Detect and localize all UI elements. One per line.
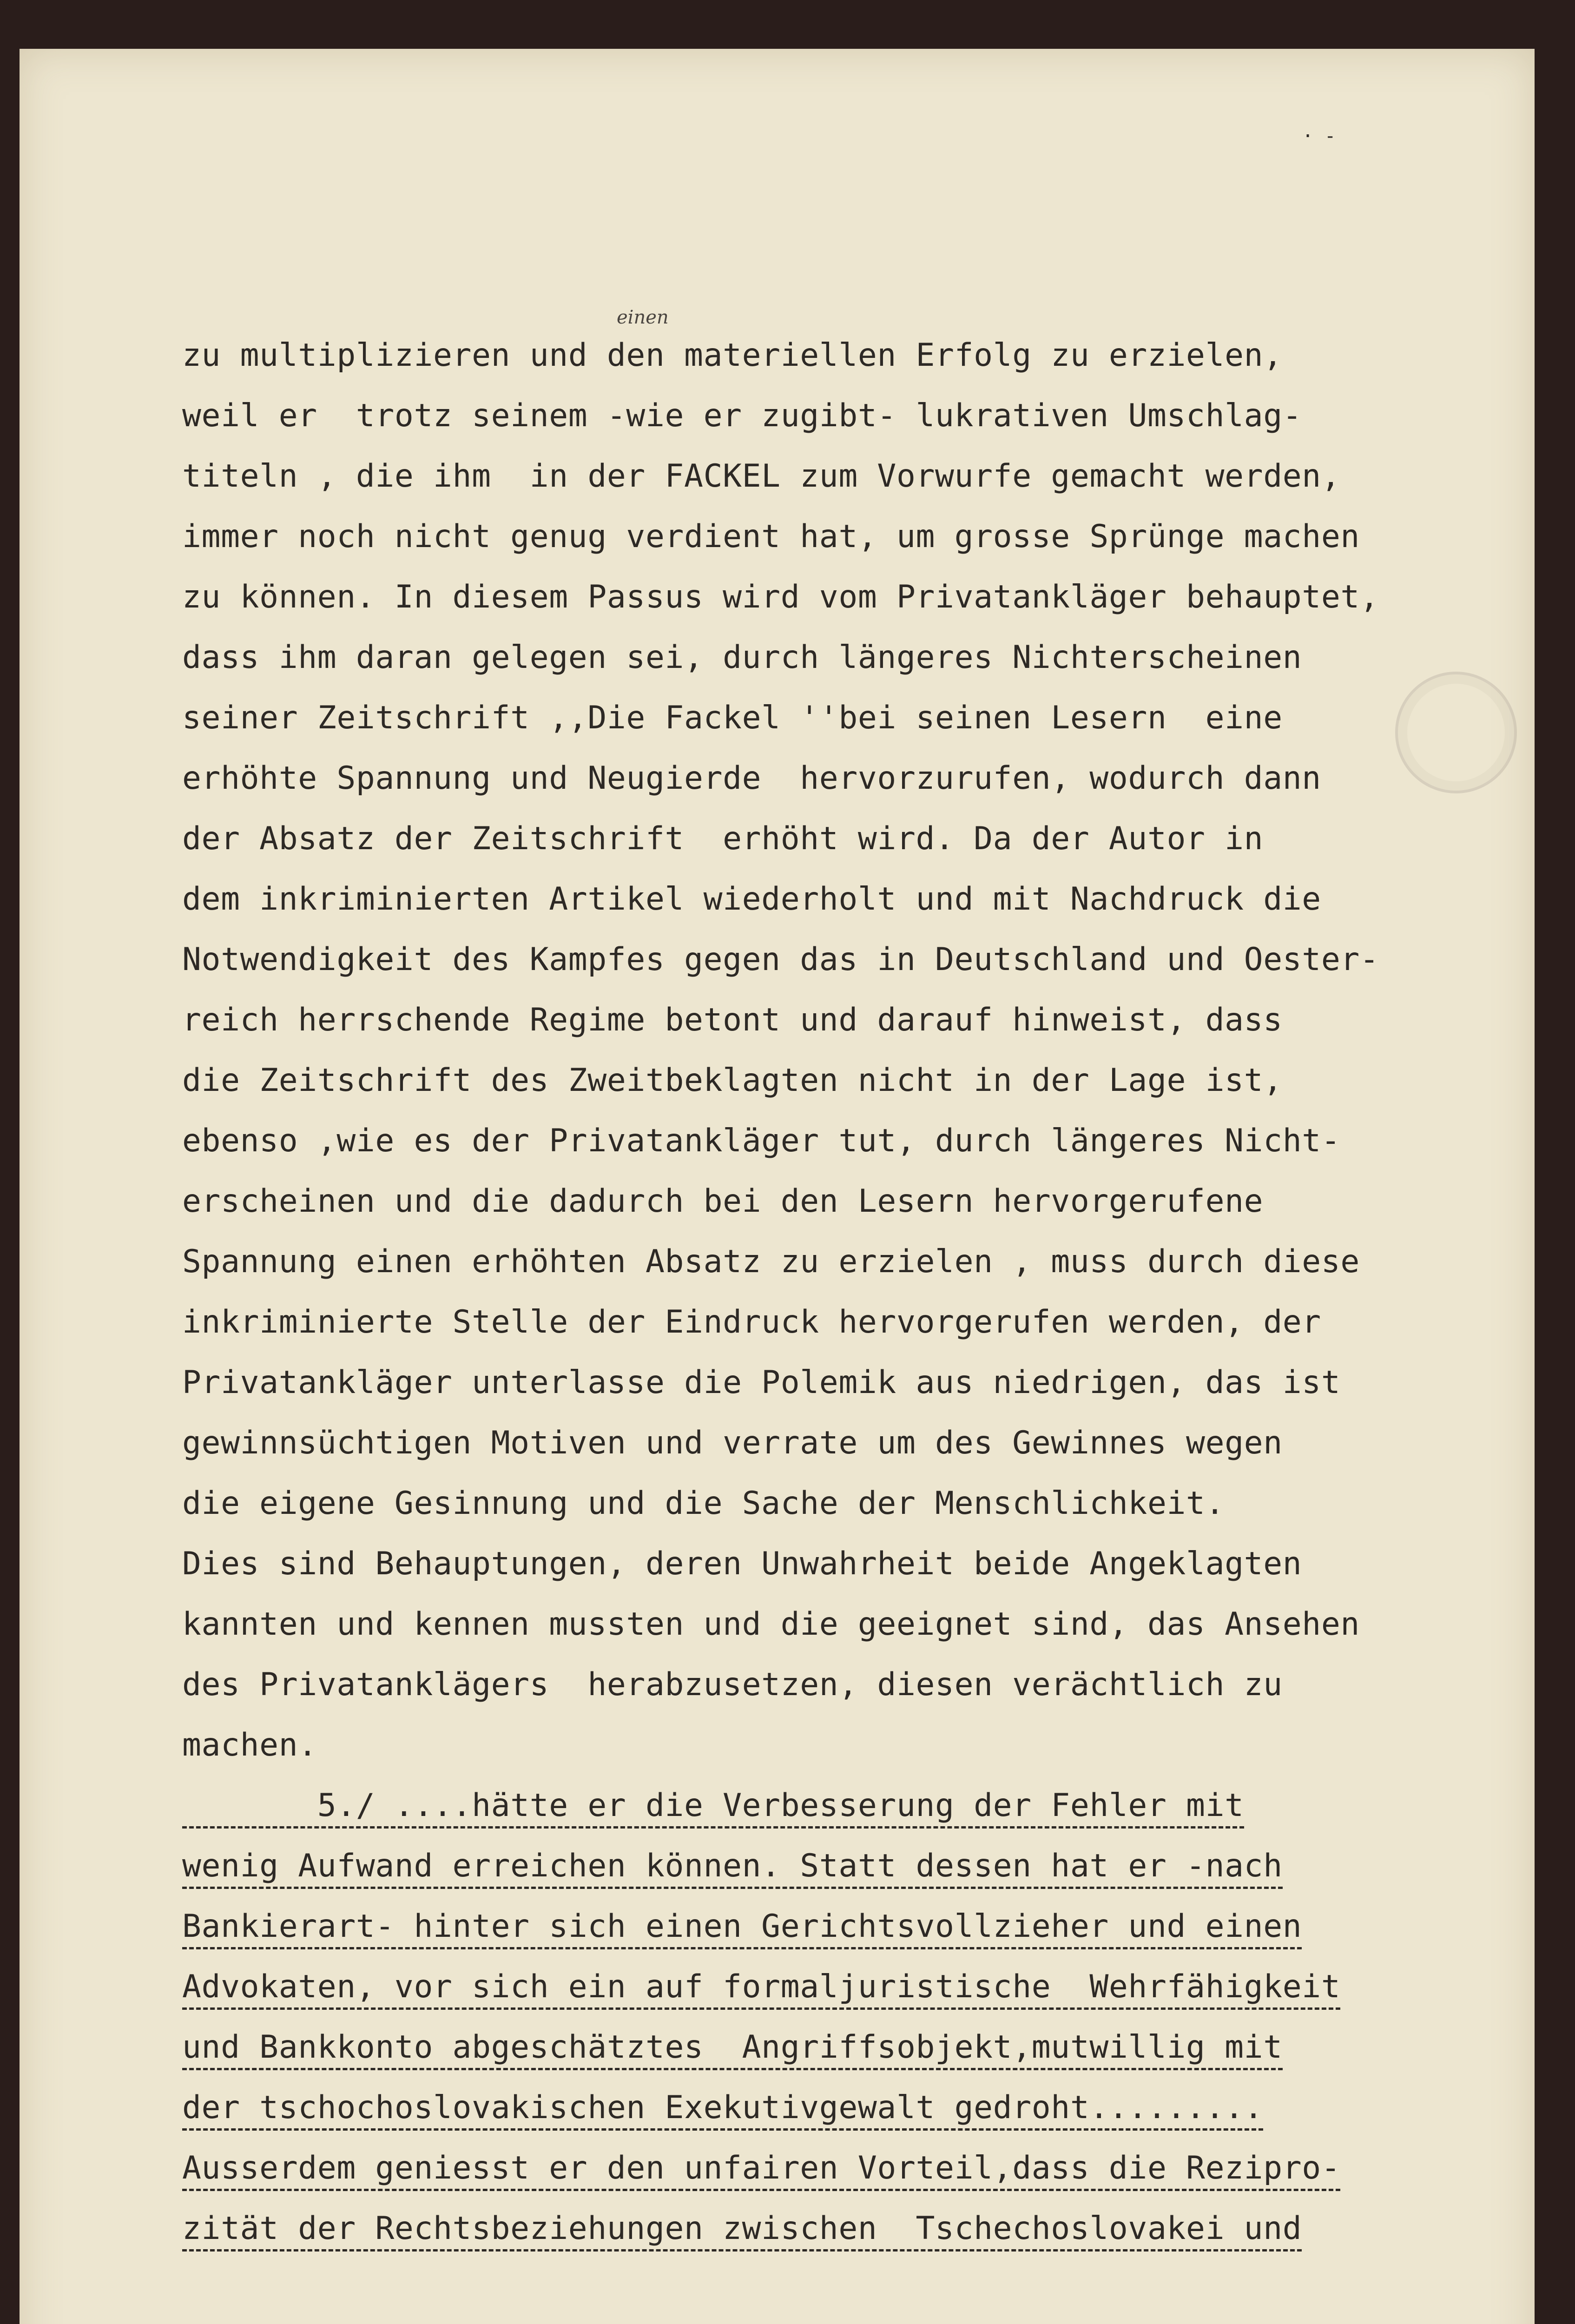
quoted-line: Bankierart- hinter sich einen Gerichtsvollzieher und einen <box>182 1908 1302 1949</box>
text-line: titeln , die ihm in der FACKEL zum Vorwurfe gemacht werden, <box>182 458 1341 495</box>
text-line: immer noch nicht genug verdient hat, um grosse Sprünge machen <box>182 518 1360 555</box>
text-line: gewinnsüchtigen Motiven und verrate um des Gewinnes wegen <box>182 1425 1283 1461</box>
text-line: dem inkriminierten Artikel wiederholt und mit Nachdruck die <box>182 881 1321 918</box>
page-marks: · - <box>1302 125 1336 147</box>
quoted-line: Advokaten, vor sich ein auf formaljuristische Wehrfähigkeit <box>182 1968 1340 2010</box>
faint-stamp <box>1395 672 1517 793</box>
text-line: Notwendigkeit des Kampfes gegen das in Deutschland und Oester- <box>182 941 1379 978</box>
text-line: zu können. In diesem Passus wird vom Privatankläger behauptet, <box>182 579 1379 615</box>
quoted-line: wenig Aufwand erreichen können. Statt dessen hat er -nach <box>182 1848 1283 1889</box>
text-line: Dies sind Behauptungen, deren Unwahrheit beide Angeklagten <box>182 1545 1302 1582</box>
text-line: Privatankläger unterlasse die Polemik aus niedrigen, das ist <box>182 1364 1341 1401</box>
text-line: dass ihm daran gelegen sei, durch längeres Nichterscheinen <box>182 639 1302 676</box>
text-line: seiner Zeitschrift ,,Die Fackel ''bei seinen Lesern eine <box>182 700 1283 736</box>
text-line: inkriminierte Stelle der Eindruck hervorgerufen werden, der <box>182 1304 1321 1340</box>
text-line: weil er trotz seinem -wie er zugibt- lukrativen Umschlag- <box>182 397 1302 434</box>
text-line: erscheinen und die dadurch bei den Lesern hervorgerufene <box>182 1183 1264 1220</box>
text-line: ebenso ,wie es der Privatankläger tut, durch längeres Nicht- <box>182 1122 1341 1159</box>
text-line: die Zeitschrift des Zweitbeklagten nicht in der Lage ist, <box>182 1062 1283 1099</box>
text-line: erhöhte Spannung und Neugierde hervorzurufen, wodurch dann <box>182 760 1321 797</box>
text-line: Spannung einen erhöhten Absatz zu erzielen , muss durch diese <box>182 1243 1360 1280</box>
text-line: des Privatanklägers herabzusetzen, diesen verächtlich zu <box>182 1666 1283 1703</box>
quoted-line: und Bankkonto abgeschätztes Angriffsobjekt,mutwillig mit <box>182 2029 1283 2070</box>
quoted-line: 5./ ....hätte er die Verbesserung der Fehler mit <box>182 1787 1244 1829</box>
text-line: die eigene Gesinnung und die Sache der Menschlichkeit. <box>182 1485 1225 1522</box>
typewritten-page <box>20 49 1535 2324</box>
quoted-line: Ausserdem geniesst er den unfairen Vorteil,dass die Rezipro- <box>182 2150 1340 2191</box>
quoted-line: zität der Rechtsbeziehungen zwischen Tschechoslovakei und <box>182 2210 1302 2251</box>
text-line: machen. <box>182 1727 317 1763</box>
text-line: reich herrschende Regime betont und darauf hinweist, dass <box>182 1002 1283 1038</box>
quoted-line: der tschochoslovakischen Exekutivgewalt gedroht......... <box>182 2089 1263 2131</box>
text-line: zu multiplizieren und den materiellen Erfolg zu erzielen, <box>182 337 1283 374</box>
handwritten-correction: einen <box>617 307 669 328</box>
text-line: der Absatz der Zeitschrift erhöht wird. Da der Autor in <box>182 820 1264 857</box>
text-line: kannten und kennen mussten und die geeignet sind, das Ansehen <box>182 1606 1360 1643</box>
